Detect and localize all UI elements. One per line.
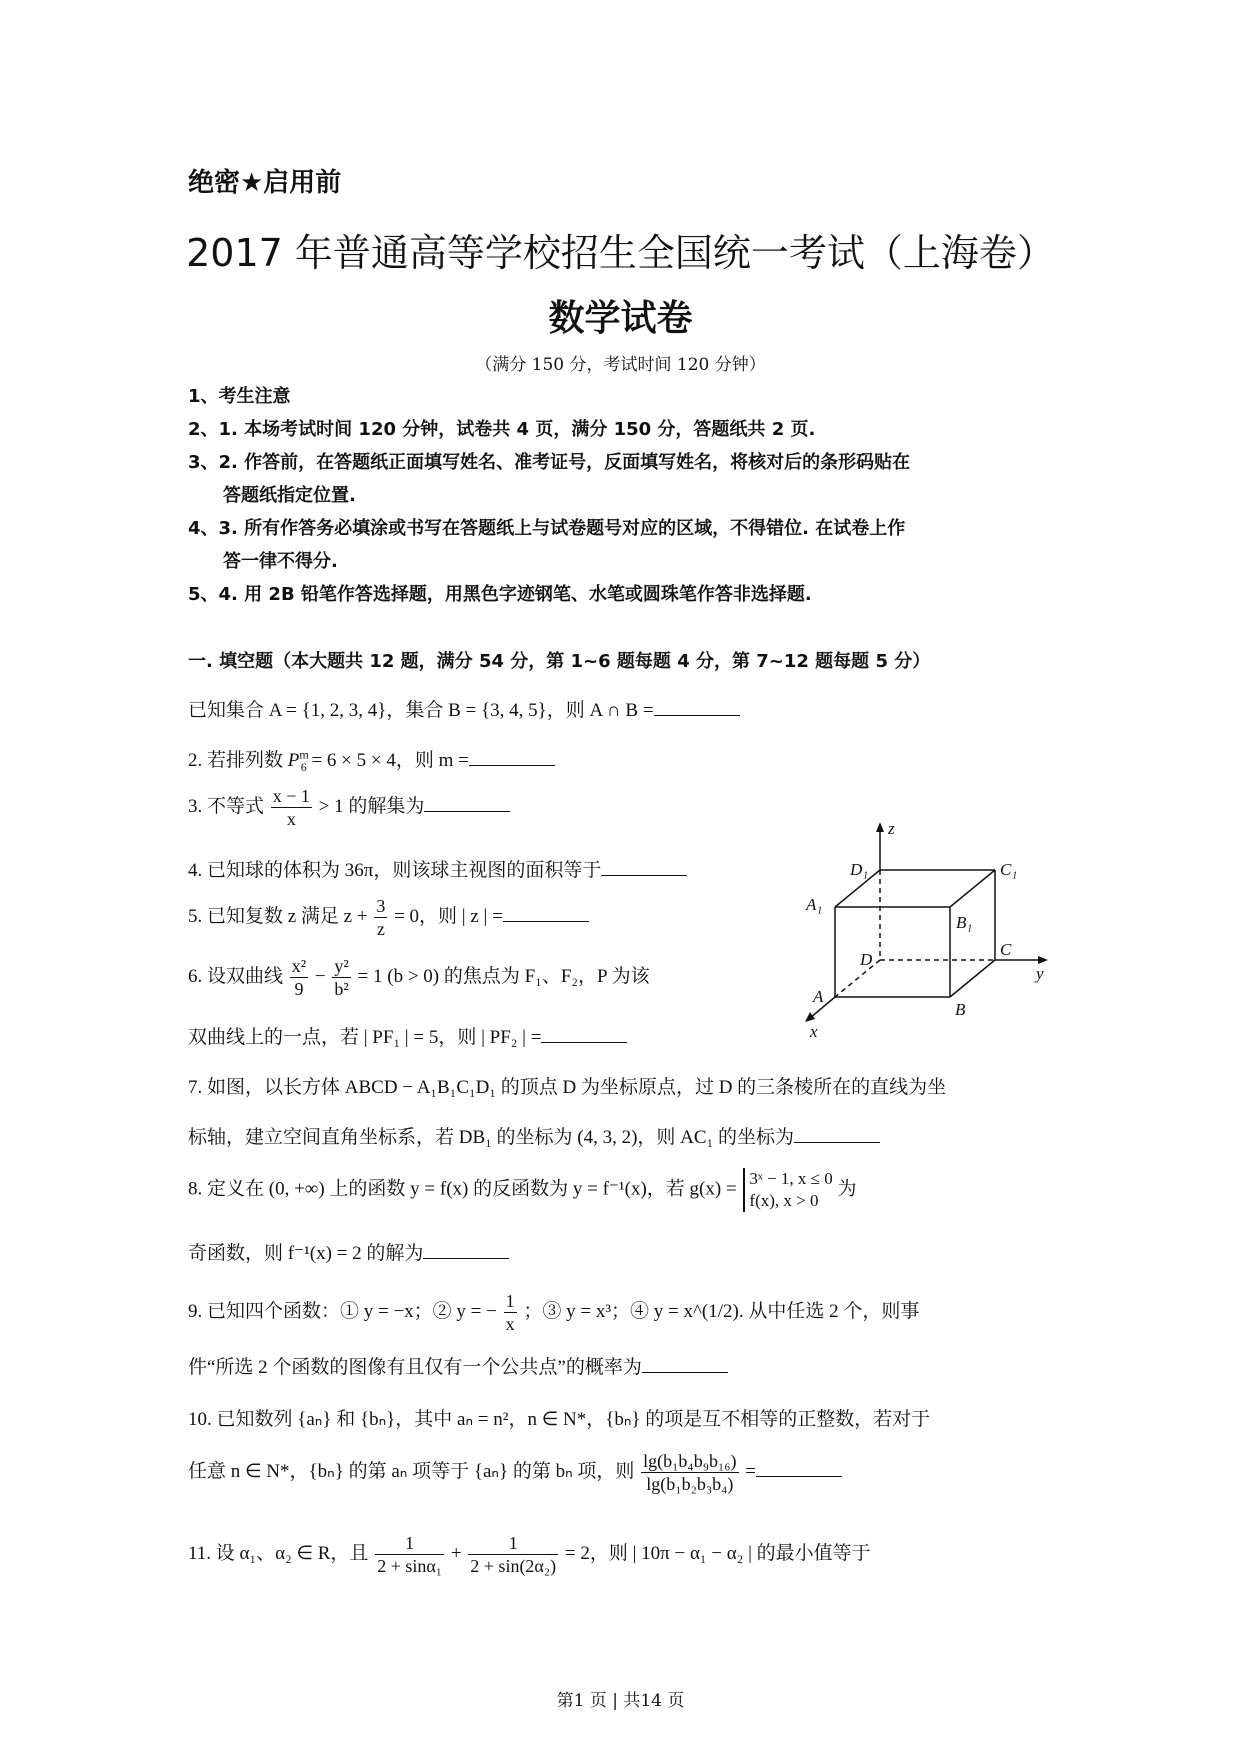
question-3 bbox=[188, 785, 510, 830]
question-1 bbox=[188, 695, 740, 722]
score-info: （满分 150 分，考试时间 120 分钟） bbox=[475, 355, 766, 375]
question-10-line2 bbox=[188, 1450, 842, 1495]
edge-BC bbox=[950, 960, 995, 997]
fraction bbox=[374, 895, 387, 940]
question-8-pre: 8. 定义在 (0, +∞) 上的函数 y = f(x) 的反函数为 y = f⁻¹(x)，若 g(x) = bbox=[188, 1178, 737, 1200]
z-axis-arrow bbox=[876, 822, 884, 832]
question-11 bbox=[188, 1532, 871, 1577]
fraction-denominator: 9 bbox=[294, 979, 304, 999]
question-6 bbox=[188, 955, 650, 1000]
notice-line: 2、1. 本场考试时间 120 分钟，试卷共 4 页，满分 150 分，答题纸共 2 页. bbox=[188, 419, 816, 440]
notice-line: 4、3. 所有作答务必填涂或书写在答题纸上与试卷题号对应的区域，不得错位. 在试卷上作 bbox=[188, 518, 906, 539]
question-9-post: ；③ y = x³；④ y = x^(1/2). 从中任选 2 个，则事 bbox=[523, 1300, 920, 1322]
question-8-line2 bbox=[188, 1238, 509, 1265]
answer-blank bbox=[469, 747, 555, 766]
label-D: D bbox=[860, 950, 873, 969]
question-9-line2 bbox=[188, 1352, 728, 1379]
question-7-line2-text: 标轴，建立空间直角坐标系，若 DB₁ 的坐标为 (4, 3, 2)，则 AC₁ 的坐标为 bbox=[188, 1127, 794, 1148]
fraction bbox=[468, 1532, 558, 1577]
question-number: 3. bbox=[188, 795, 203, 817]
piecewise-function bbox=[743, 1168, 832, 1212]
exam-title: 2017 年普通高等学校招生全国统一考试（上海卷） bbox=[186, 231, 1055, 275]
fraction bbox=[271, 785, 312, 830]
fraction bbox=[375, 1532, 444, 1577]
fraction-numerator: lg(b₁b₄b₉b₁₆) bbox=[643, 1451, 737, 1471]
question-1-text: 已知集合 A = {1, 2, 3, 4}，集合 B = {3, 4, 5}，则 A ∩ B = bbox=[188, 700, 654, 721]
answer-blank bbox=[424, 793, 510, 812]
question-6-line2 bbox=[188, 1022, 627, 1049]
question-8-post: 为 bbox=[837, 1178, 857, 1200]
fraction bbox=[641, 1450, 738, 1495]
answer-blank bbox=[654, 697, 740, 716]
y-axis-arrow bbox=[1038, 956, 1048, 964]
x-axis-arrow bbox=[805, 1012, 815, 1022]
answer-blank bbox=[756, 1458, 842, 1477]
label-D1: D₁ bbox=[850, 860, 869, 879]
question-2 bbox=[188, 745, 555, 775]
plus-sign: + bbox=[450, 1542, 462, 1564]
minus-sign: − bbox=[314, 965, 326, 987]
edge-DA bbox=[835, 960, 880, 997]
fraction bbox=[504, 1290, 517, 1335]
label-C1: C₁ bbox=[1000, 860, 1018, 879]
answer-blank bbox=[423, 1240, 509, 1259]
piecewise-case: f(x), x > 0 bbox=[749, 1191, 819, 1210]
label-y: y bbox=[1036, 964, 1044, 983]
label-B1: B₁ bbox=[956, 913, 973, 932]
label-A1: A₁ bbox=[806, 895, 823, 914]
question-10: 10. 已知数列 {aₙ} 和 {bₙ}，其中 aₙ = n²，n ∈ N*，{bₙ} 的项是互不相等的正整数，若对于 bbox=[188, 1409, 931, 1430]
question-11-post: = 2，则 | 10π − α₁ − α₂ | 的最小值等于 bbox=[564, 1542, 871, 1564]
question-9-pre: 9. 已知四个函数：① y = −x；② y = − bbox=[188, 1300, 497, 1322]
permutation-sub: 6 bbox=[300, 759, 307, 774]
question-number: 4. bbox=[188, 860, 203, 881]
question-6-line2-text: 双曲线上的一点，若 | PF₁ | = 5，则 | PF₂ | = bbox=[188, 1027, 542, 1048]
question-7-line2 bbox=[188, 1122, 880, 1149]
fraction-denominator: z bbox=[376, 919, 385, 939]
answer-blank bbox=[642, 1354, 728, 1373]
fraction bbox=[332, 955, 350, 1000]
fraction bbox=[290, 955, 308, 1000]
question-3-post: > 1 的解集为 bbox=[318, 795, 425, 817]
question-7: 7. 如图，以长方体 ABCD − A₁B₁C₁D₁ 的顶点 D 为坐标原点，过 D 的三条棱所在的直线为坐 bbox=[188, 1077, 947, 1098]
edge-C1B1 bbox=[950, 870, 995, 907]
label-B: B bbox=[955, 1000, 966, 1019]
question-5-pre: 已知复数 z 满足 z + bbox=[207, 905, 368, 927]
fraction-numerator: x² bbox=[291, 956, 307, 976]
notice-line: 答一律不得分. bbox=[223, 551, 338, 572]
question-number: 2. bbox=[188, 750, 203, 771]
fraction-numerator: 1 bbox=[505, 1291, 515, 1311]
section-heading: 一. 填空题（本大题共 12 题，满分 54 分，第 1~6 题每题 4 分，第 7~12 题每题 5 分） bbox=[188, 651, 931, 672]
piecewise-case: 3ˣ − 1, x ≤ 0 bbox=[749, 1169, 833, 1188]
permutation-sup: m bbox=[299, 747, 309, 762]
notice-line: 1、考生注意 bbox=[188, 386, 291, 407]
question-10-pre: 任意 n ∈ N*，{bₙ} 的第 aₙ 项等于 {aₙ} 的第 bₙ 项，则 bbox=[188, 1460, 635, 1482]
question-number: 5. bbox=[188, 905, 203, 927]
fraction-denominator: 2 + sinα₁ bbox=[377, 1556, 443, 1576]
question-4 bbox=[188, 855, 687, 882]
question-11-pre: 11. 设 α₁、α₂ ∈ R，且 bbox=[188, 1542, 369, 1564]
label-x: x bbox=[810, 1022, 818, 1041]
fraction-denominator: lg(b₁b₂b₃b₄) bbox=[646, 1474, 734, 1494]
notice-line: 5、4. 用 2B 铅笔作答选择题，用黑色字迹钢笔、水笔或圆珠笔作答非选择题. bbox=[188, 584, 812, 605]
question-8-line2-text: 奇函数，则 f⁻¹(x) = 2 的解为 bbox=[188, 1243, 424, 1264]
notice-line: 3、2. 作答前，在答题纸正面填写姓名、准考证号，反面填写姓名，将核对后的条形码贴在 bbox=[188, 452, 911, 473]
question-5-post: = 0，则 | z | = bbox=[394, 905, 503, 927]
label-C: C bbox=[1000, 940, 1012, 959]
fraction-numerator: 3 bbox=[376, 896, 386, 916]
confidential-label: 绝密★启用前 bbox=[188, 168, 342, 198]
question-2-post: = 6 × 5 × 4，则 m = bbox=[311, 750, 469, 771]
page-footer: 第1 页 | 共14 页 bbox=[556, 1691, 685, 1711]
fraction-denominator: b² bbox=[334, 979, 349, 999]
answer-blank bbox=[503, 903, 589, 922]
fraction-denominator: x bbox=[505, 1314, 515, 1334]
fraction-numerator: x − 1 bbox=[272, 786, 310, 806]
question-6-post: = 1 (b > 0) 的焦点为 F₁、F₂，P 为该 bbox=[357, 965, 650, 987]
question-9 bbox=[188, 1290, 919, 1335]
question-9-line2-text: 件“所选 2 个函数的图像有且仅有一个公共点”的概率为 bbox=[188, 1357, 642, 1378]
question-number: 6. bbox=[188, 965, 203, 987]
fraction-numerator: y² bbox=[334, 956, 349, 976]
cuboid-figure bbox=[780, 822, 1060, 1042]
notice-line: 答题纸指定位置. bbox=[223, 485, 356, 506]
label-A: A bbox=[813, 987, 824, 1006]
fraction-numerator: 1 bbox=[375, 1532, 444, 1555]
answer-blank bbox=[601, 857, 687, 876]
fraction-denominator: x bbox=[286, 809, 296, 829]
answer-blank bbox=[794, 1124, 880, 1143]
label-z: z bbox=[888, 822, 895, 838]
question-4-text: 已知球的体积为 36π，则该球主视图的面积等于 bbox=[207, 860, 602, 881]
fraction-numerator: 1 bbox=[468, 1532, 558, 1555]
permutation-symbol: P bbox=[287, 750, 300, 771]
question-3-pre: 不等式 bbox=[207, 795, 265, 817]
fraction-denominator: 2 + sin(2α₂) bbox=[470, 1556, 557, 1576]
question-5 bbox=[188, 895, 589, 940]
question-2-pre: 若排列数 bbox=[207, 750, 284, 771]
question-6-pre: 设双曲线 bbox=[207, 965, 284, 987]
exam-subtitle: 数学试卷 bbox=[548, 298, 693, 339]
question-10-post: = bbox=[745, 1460, 756, 1482]
question-8 bbox=[188, 1168, 857, 1212]
answer-blank bbox=[541, 1024, 627, 1043]
